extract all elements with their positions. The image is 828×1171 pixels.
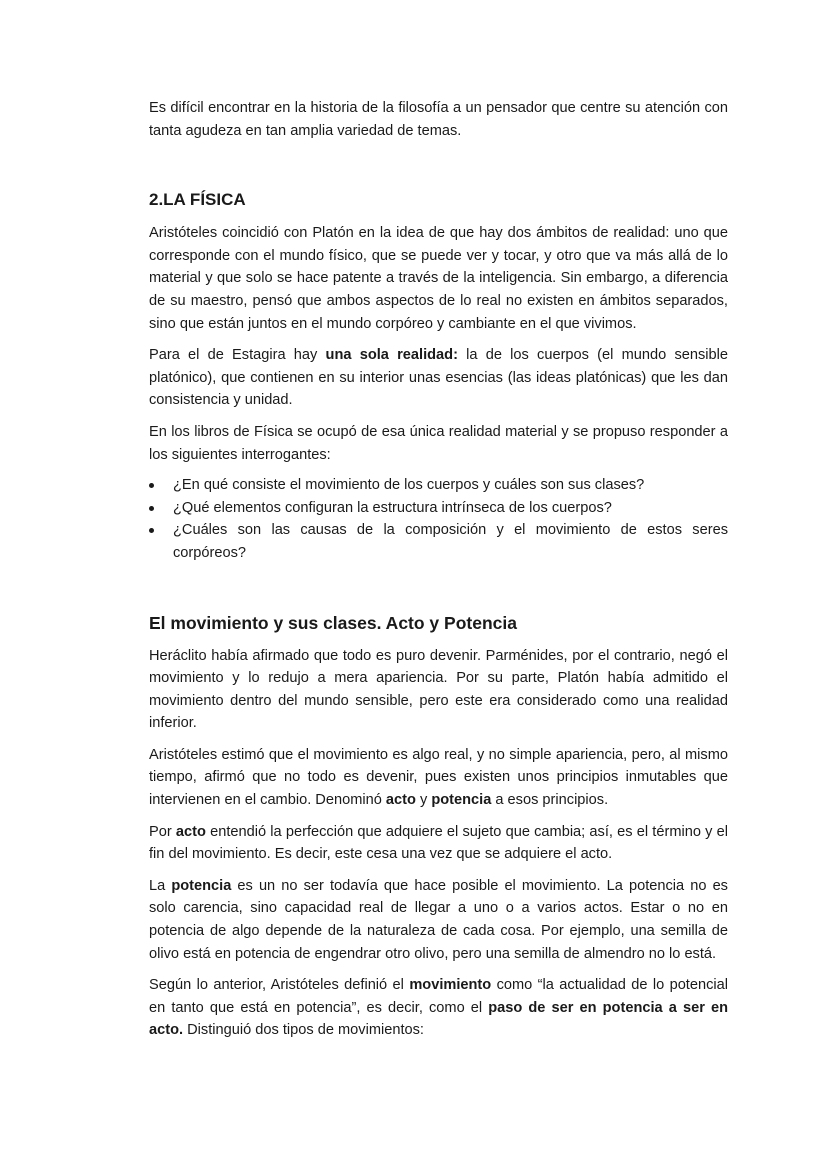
movimiento-paragraph-3: Por acto entendió la perfección que adquiere el sujeto que cambia; así, es el término y el fin del movimiento. Es decir, este cesa una vez que se adquiere el acto. — [149, 823, 728, 863]
bold-una-sola-realidad: una sola realidad: — [325, 347, 458, 364]
movimiento-paragraph-2: Aristóteles estimó que el movimiento es algo real, y no simple apariencia, pero, al mismo tiempo, afirmó que no todo es devenir, pues existen unos principios inmutables que intervienen en el cambio. Denominó acto y potencia a esos principios. — [149, 746, 728, 809]
document-page — [149, 97, 728, 1051]
questions-list — [149, 474, 728, 564]
movimiento-paragraph-5: Según lo anterior, Aristóteles definió el movimiento como “la actualidad de lo potencial en tanto que está en potencia”, es decir, como el paso de ser en potencia a ser en acto. Distinguió dos tipos de movimientos: — [149, 977, 728, 1039]
fisica-paragraph-1: Aristóteles coincidió con Platón en la idea de que hay dos ámbitos de realidad: uno que corresponde con el mundo físico, que se puede ver y tocar, y otro que va más allá de lo material y que solo se hace patente a través de la inteligencia. Sin embargo, a diferencia de su maestro, pensó que ambos aspectos de lo real no existen en ámbitos separados, sino que están juntos en el mundo corpóreo y cambiante en el que vivimos. — [149, 225, 728, 332]
bullet-icon — [149, 506, 154, 511]
list-item: ¿Cuáles son las causas de la composición y el movimiento de estos seres corpóreos? — [149, 519, 728, 564]
list-item: ¿Qué elementos configuran la estructura intrínseca de los cuerpos? — [149, 497, 728, 520]
intro-paragraph: Es difícil encontrar en la historia de la filosofía a un pensador que centre su atención con tanta agudeza en tan amplia variedad de temas. — [149, 100, 728, 139]
list-item: ¿En qué consiste el movimiento de los cuerpos y cuáles son sus clases? — [149, 474, 728, 497]
section-heading-fisica: 2.LA FÍSICA — [149, 190, 246, 210]
fisica-paragraph-2: Para el de Estagira hay una sola realidad: la de los cuerpos (el mundo sensible platónico), que contienen en su interior unas esencias (las ideas platónicas) que les dan consistencia y unidad. — [149, 347, 728, 409]
bullet-icon — [149, 528, 154, 533]
movimiento-paragraph-4: La potencia es un no ser todavía que hace posible el movimiento. La potencia no es solo carencia, sino capacidad real de llegar a uno o a varios actos. Estar o no en potencia de algo depende de la naturaleza de cada cosa. Por ejemplo, una semilla de olivo está en potencia de engendrar otro olivo, pero una semilla de almendro no lo está. — [149, 877, 728, 962]
movimiento-paragraph-1: Heráclito había afirmado que todo es puro devenir. Parménides, por el contrario, negó el movimiento y lo redujo a mera apariencia. Por su parte, Platón había admitido el movimiento dentro del mundo sensible, pero este era considerado como una realidad inferior. — [149, 647, 728, 732]
bullet-icon — [149, 483, 154, 488]
section-heading-movimiento: El movimiento y sus clases. Acto y Potencia — [149, 612, 517, 633]
fisica-paragraph-3: En los libros de Física se ocupó de esa única realidad material y se propuso responder a los siguientes interrogantes: — [149, 423, 728, 463]
